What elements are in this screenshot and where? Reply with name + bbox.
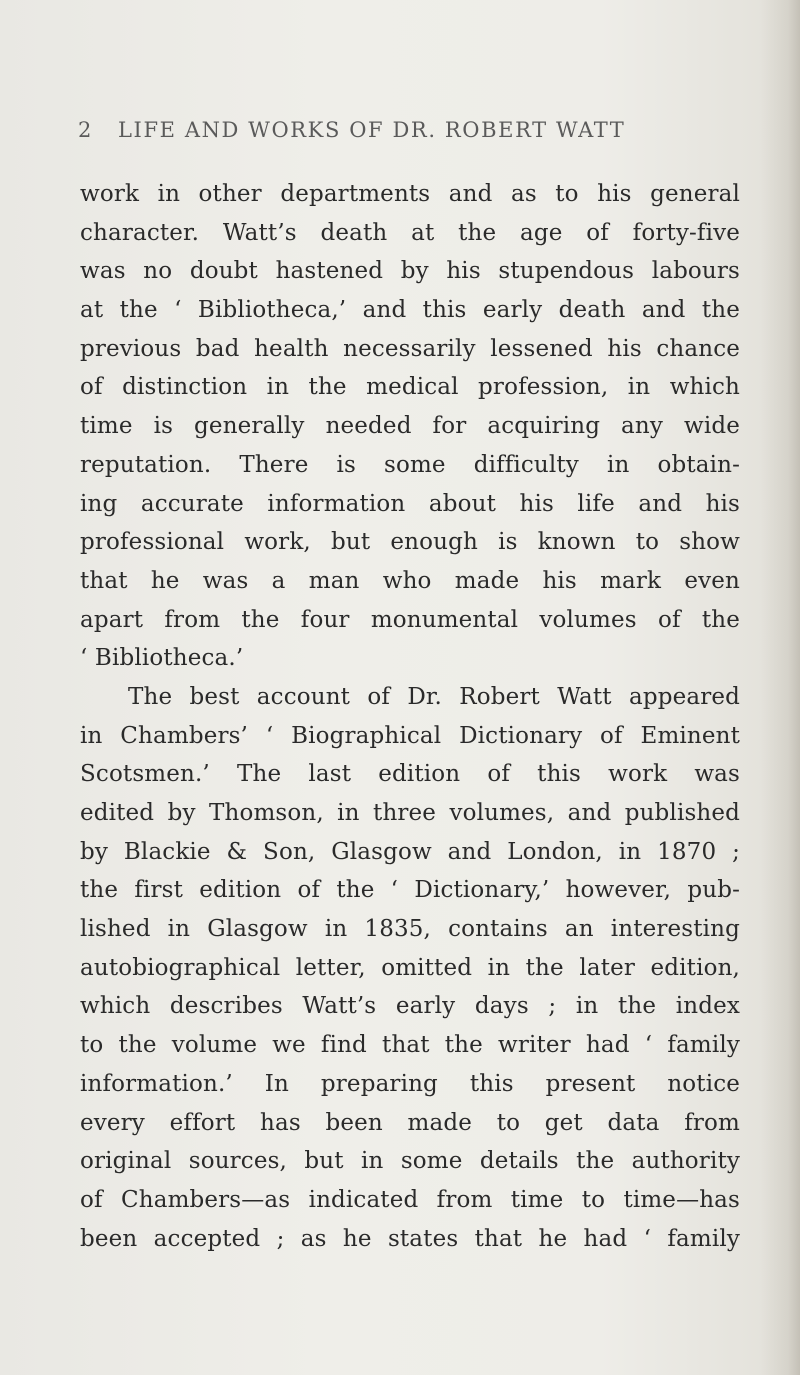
text-line: was no doubt hastened by his stupendous labours	[80, 258, 740, 285]
text-line: lished in Glasgow in 1835, contains an interesting	[80, 916, 740, 943]
text-line: of Chambers—as indicated from time to time—has	[80, 1186, 740, 1213]
text-line: work in other departments and as to his general	[80, 181, 740, 207]
text-line: previous bad health necessarily lessened his chance	[80, 335, 740, 362]
text-line: time is generally needed for acquiring any wide	[80, 413, 740, 440]
text-line: of distinction in the medical profession, in which	[80, 374, 740, 401]
text-line: by Blackie & Son, Glasgow and London, in 1870 ;	[80, 838, 740, 865]
text-line: original sources, but in some details the authority	[80, 1148, 740, 1175]
text-line: reputation. There is some difficulty in obtain-	[80, 451, 740, 478]
page-header	[78, 118, 678, 148]
text-line: edited by Thomson, in three volumes, and published	[80, 800, 740, 826]
text-line: in Chambers’ ‘ Biographical Dictionary of Eminent	[80, 722, 740, 749]
text-line: information.’ In preparing this present notice	[80, 1070, 740, 1097]
text-line: character. Watt’s death at the age of forty-five	[80, 219, 740, 246]
text-line: professional work, but enough is known to show	[80, 529, 740, 556]
text-line: ing accurate information about his life and his	[80, 490, 740, 517]
text-line: apart from the four monumental volumes of the	[80, 606, 740, 633]
text-line: every effort has been made to get data from	[80, 1109, 740, 1136]
text-line: autobiographical letter, omitted in the later edition,	[80, 954, 740, 981]
paragraph-start-line: The best account of Dr. Robert Watt appeared	[128, 683, 740, 710]
text-line: to the volume we find that the writer had ‘ family	[80, 1032, 740, 1059]
page-edge-shadow	[760, 0, 800, 1375]
text-line: been accepted ; as he states that he had ‘ family	[80, 1225, 740, 1252]
body-text	[80, 175, 740, 1258]
text-line: which describes Watt’s early days ; in the index	[80, 993, 740, 1020]
running-head: LIFE AND WORKS OF DR. ROBERT WATT	[118, 118, 626, 142]
text-line: at the ‘ Bibliotheca,’ and this early death and the	[80, 297, 740, 324]
text-line: that he was a man who made his mark even	[80, 567, 740, 594]
text-line: the first edition of the ‘ Dictionary,’ however, pub-	[80, 877, 740, 904]
paragraph-end-line: ‘ Bibliotheca.’	[80, 645, 244, 672]
page-number: 2	[78, 118, 93, 142]
text-line: Scotsmen.’ The last edition of this work was	[80, 761, 740, 788]
